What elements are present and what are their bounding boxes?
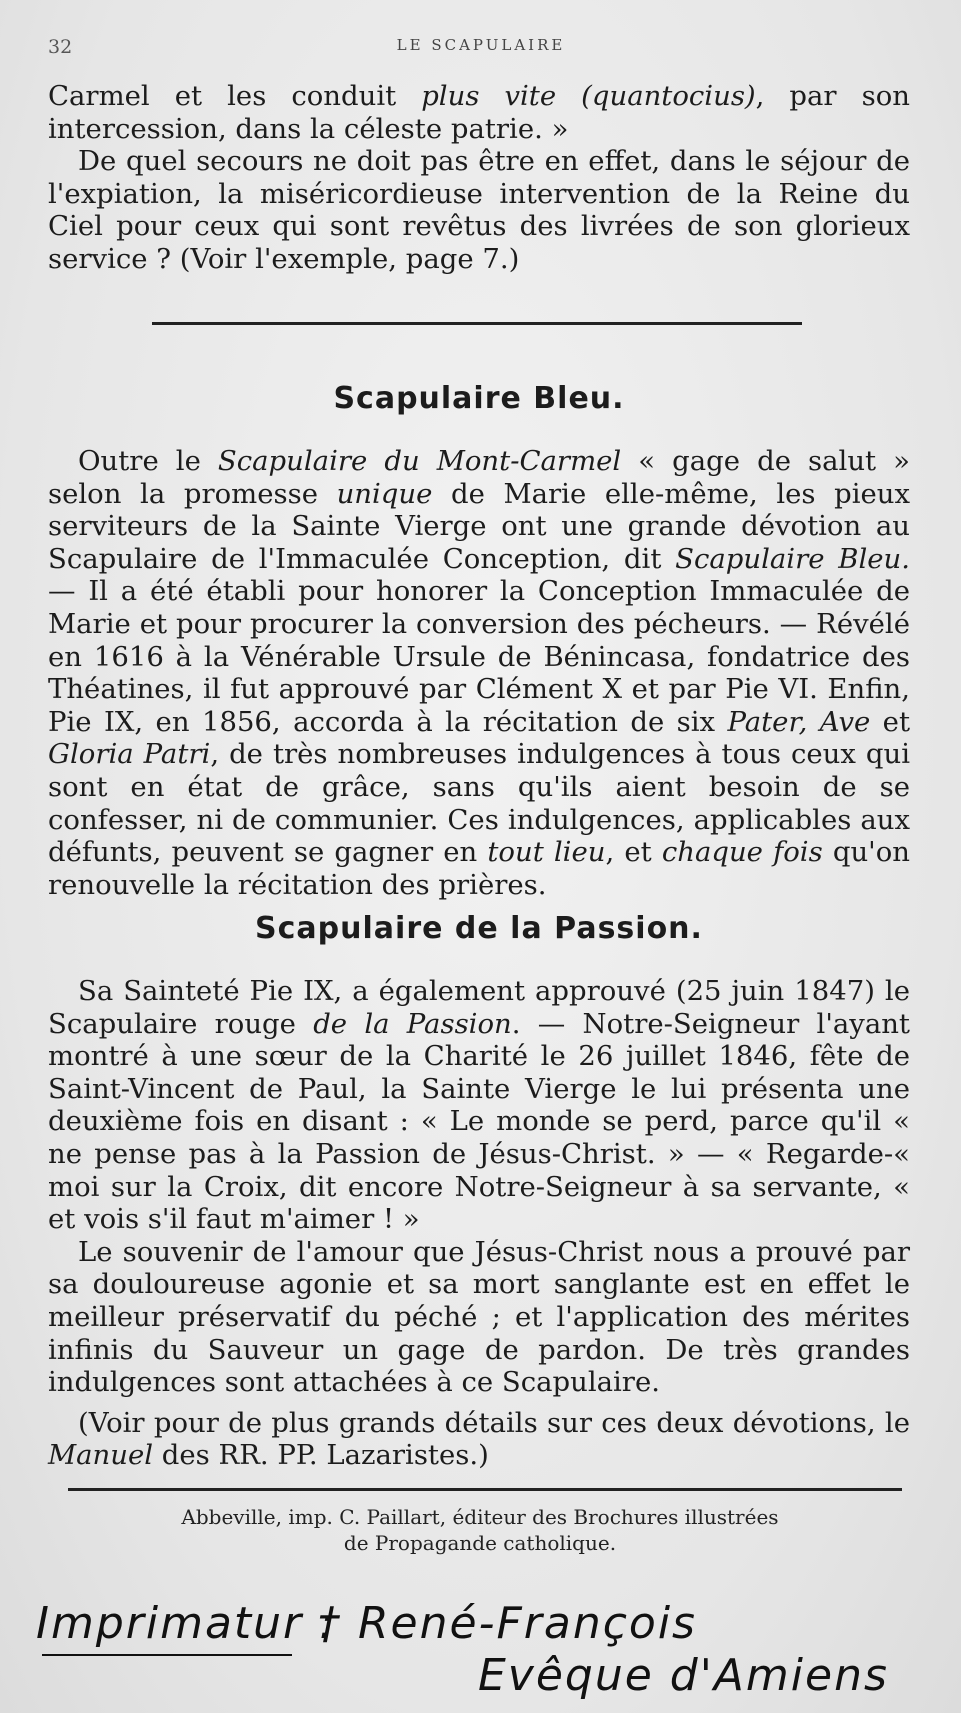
passion-paragraph-1: Sa Sainteté Pie IX, a également approuvé (25 juin 1847) le Scapulaire rouge de la Passion. — Notre-Seigneur l'ayant montré à une sœur de la Charité le 26 juillet 1846, fête de Saint-Vincent de Paul, la Sainte Vierge le lui présenta une deuxième fois en disant : « Le monde se perd, parce qu'il « ne pense pas à la Passion de Jésus-Christ. » — « Regarde-« moi sur la Croix, dit encore Notre-Seigneur à sa servante, « et vois s'il faut m'aimer ! » bbox=[48, 975, 910, 1236]
running-title: LE SCAPULAIRE bbox=[396, 36, 566, 54]
passion-paragraph-3: (Voir pour de plus grands détails sur ces deux dévotions, le Manuel des RR. PP. Lazaristes.) bbox=[48, 1406, 910, 1472]
printer-imprint bbox=[100, 1504, 860, 1556]
page-header bbox=[48, 36, 914, 58]
intro-paragraph-1: Carmel et les conduit plus vite (quantocius), par son intercession, dans la céleste patrie. » bbox=[48, 80, 910, 145]
intro-paragraph-2: De quel secours ne doit pas être en effet, dans le séjour de l'expiation, la miséricordieuse intervention de la Reine du Ciel pour ceux qui sont revêtus des livrées de son glorieux service ? (Voir l'exemple, page 7.) bbox=[48, 145, 910, 275]
section-title-passion: Scapulaire de la Passion. bbox=[255, 911, 703, 946]
section-title-bleu: Scapulaire Bleu. bbox=[333, 381, 625, 416]
section-divider bbox=[152, 322, 802, 325]
footer-divider bbox=[68, 1488, 902, 1491]
bleu-paragraph: Outre le Scapulaire du Mont-Carmel « gage de salut » selon la promesse unique de Marie elle-même, les pieux serviteurs de la Sainte Vierge ont une grande dévotion au Scapulaire de l'Immaculée Conception, dit Scapulaire Bleu. — Il a été établi pour honorer la Conception Immaculée de Marie et pour procurer la conversion des pécheurs. — Révélé en 1616 à la Vénérable Ursule de Bénincasa, fondatrice des Théatines, il fut approuvé par Clément X et par Pie VI. Enfin, Pie IX, en 1856, accorda à la récitation de six Pater, Ave et Gloria Patri, de très nombreuses indulgences à tous ceux qui sont en état de grâce, sans qu'ils aient besoin de se confesser, ni de communier. Ces indulgences, applicables aux défunts, peuvent se gagner en tout lieu, et chaque fois qu'on renouvelle la récitation des prières. bbox=[48, 445, 911, 901]
signature-name: † René-François bbox=[318, 1598, 697, 1649]
section-bleu-text bbox=[48, 445, 910, 901]
imprimatur-underline bbox=[42, 1654, 292, 1656]
imprimatur-label: Imprimatur : bbox=[36, 1598, 336, 1649]
imprint-line-2: de Propagande catholique. bbox=[343, 1531, 617, 1555]
intro-text bbox=[48, 80, 910, 276]
section-bleu-heading-wrap bbox=[48, 383, 910, 433]
page-number: 32 bbox=[48, 36, 73, 58]
passion-paragraph-2: Le souvenir de l'amour que Jésus-Christ nous a prouvé par sa douloureuse agonie et sa mort sanglante est en effet le meilleur préservatif du péché ; et l'application des mérites infinis du Sauveur un gage de pardon. De très grandes indulgences sont attachées à ce Scapulaire. bbox=[48, 1235, 910, 1399]
section-passion-heading-wrap bbox=[48, 913, 910, 963]
imprint-line-1: Abbeville, imp. C. Paillart, éditeur des Brochures illustrées bbox=[181, 1505, 779, 1529]
section-passion-text bbox=[48, 975, 910, 1472]
signature-title: Evêque d'Amiens bbox=[478, 1650, 889, 1701]
